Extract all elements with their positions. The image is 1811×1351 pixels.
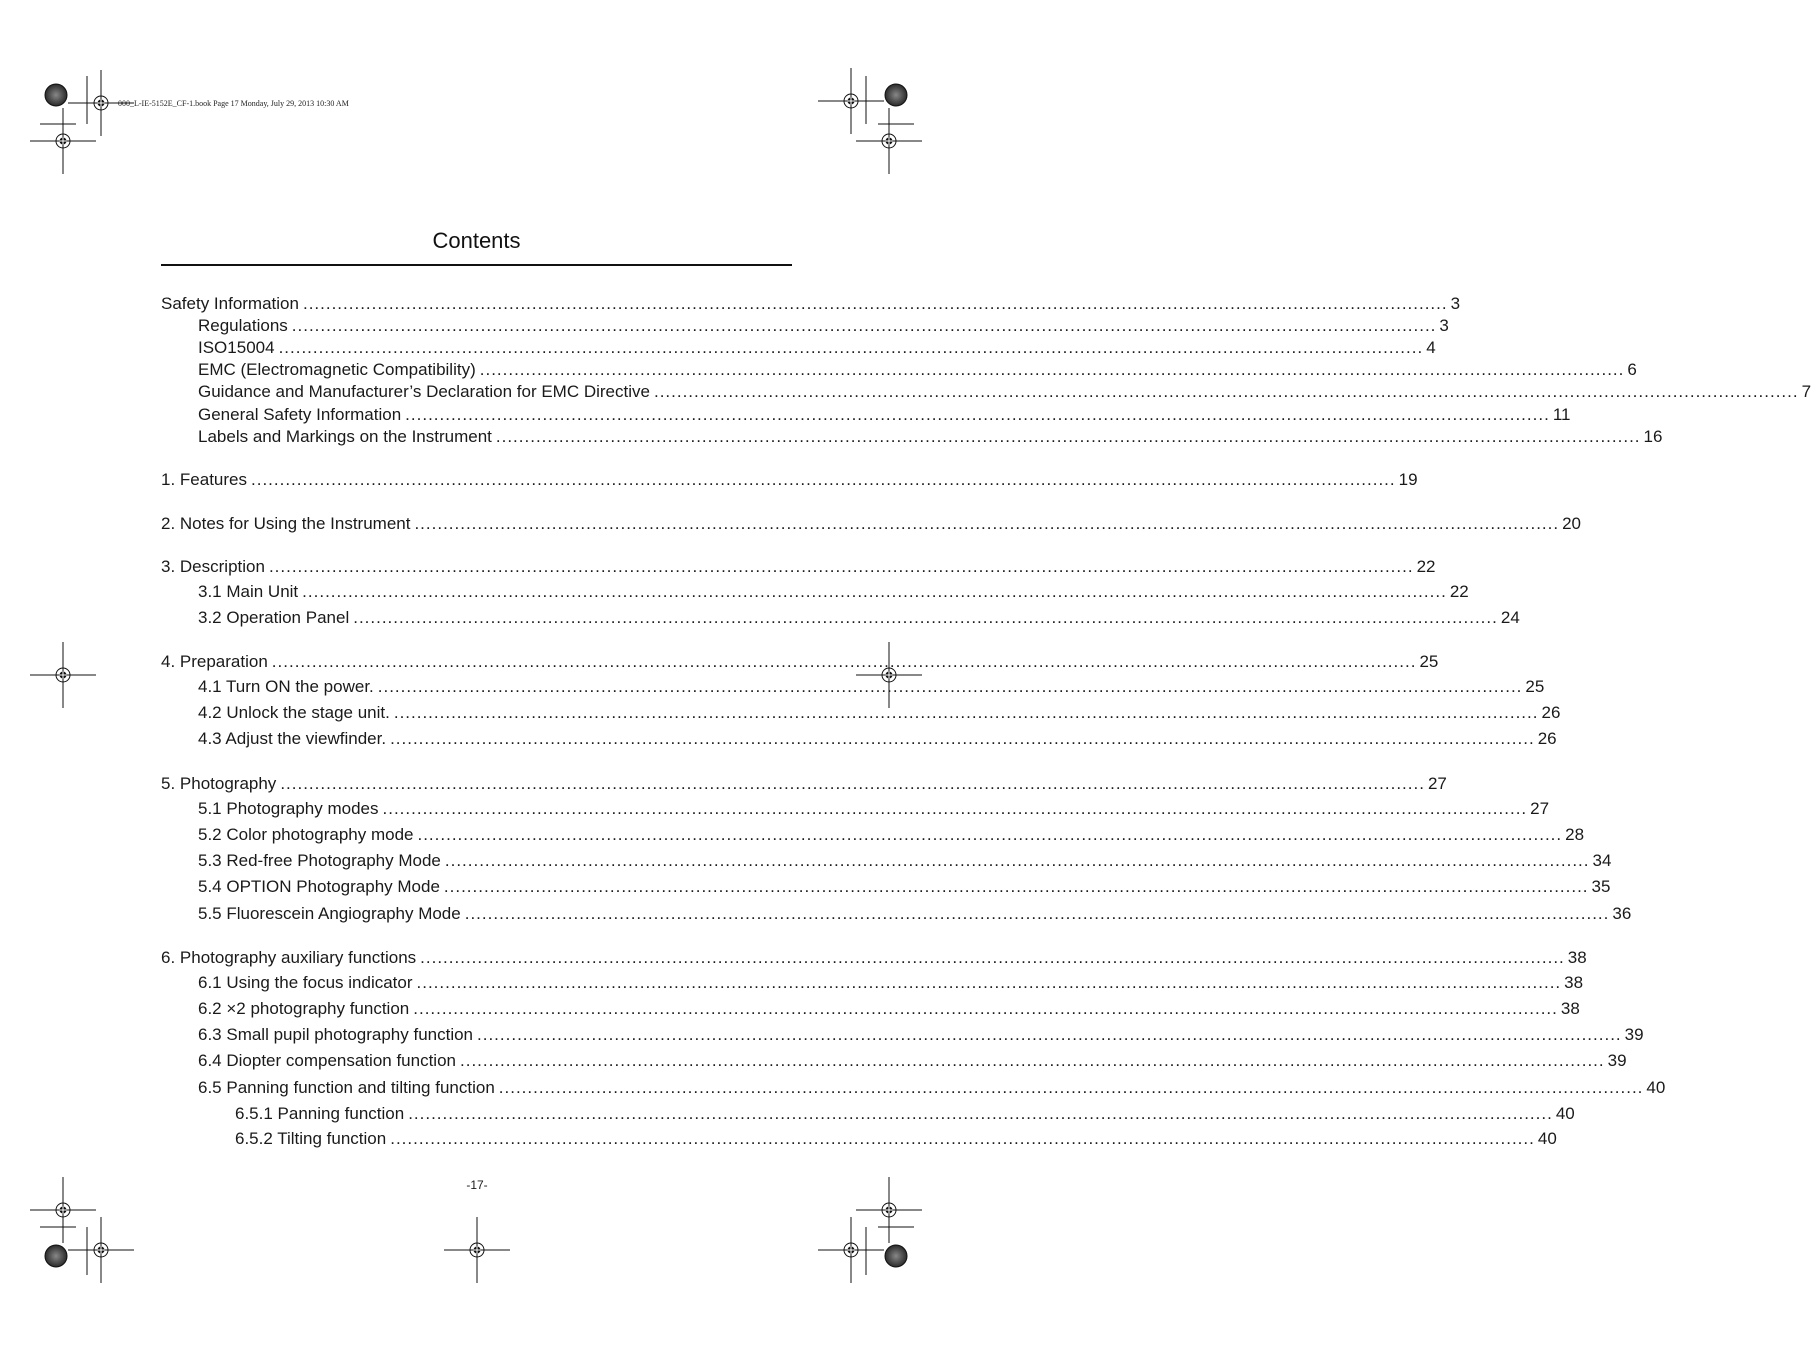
toc-entry-label: 6.5 Panning function and tilting function (198, 1078, 495, 1097)
toc-entry-label: 6. Photography auxiliary functions (161, 948, 417, 967)
toc-entry (161, 510, 1582, 534)
toc-entry (198, 423, 1663, 447)
toc-dot-leader: ........................................................................................................................................................................................................ (443, 877, 1589, 896)
toc-dot-leader: ........................................................................................................................................................................................................ (280, 774, 1425, 793)
toc-entry (235, 1125, 1557, 1149)
toc-entry-label: Regulations (198, 316, 288, 335)
toc-entry-page: 22 (1416, 557, 1436, 576)
toc-entry-label: 3.1 Main Unit (198, 582, 299, 601)
toc-entry-label: 1. Features (161, 470, 247, 489)
toc-entry-page: 25 (1525, 677, 1545, 696)
toc-dot-leader: ........................................................................................................................................................................................................ (390, 729, 1535, 748)
toc-entry-page: 38 (1560, 999, 1580, 1018)
toc-entry-label: ISO15004 (198, 338, 275, 357)
toc-entry-label: 5.4 OPTION Photography Mode (198, 877, 440, 896)
toc-entry-label: 4. Preparation (161, 652, 268, 671)
toc-entry-label: 5.2 Color photography mode (198, 825, 414, 844)
toc-entry-label: 5.5 Fluorescein Angiography Mode (198, 904, 461, 923)
toc-dot-leader: ........................................................................................................................................................................................................ (353, 608, 1498, 627)
toc-entry-page: 27 (1530, 799, 1550, 818)
toc-dot-leader: ........................................................................................................................................................................................................ (377, 677, 1523, 696)
toc-dot-leader: ........................................................................................................................................................................................................ (444, 851, 1590, 870)
toc-dot-leader: ........................................................................................................................................................................................................ (390, 1129, 1535, 1148)
toc-entry (198, 699, 1561, 723)
toc-entry-page: 39 (1607, 1051, 1627, 1070)
toc-dot-leader: ........................................................................................................................................................................................................ (382, 799, 1528, 818)
toc-dot-leader: ........................................................................................................................................................................................................ (408, 1104, 1553, 1123)
toc-entry (198, 673, 1545, 697)
toc-entry-label: 6.5.2 Tilting function (235, 1129, 387, 1148)
toc-dot-leader: ........................................................................................................................................................................................................ (464, 904, 1610, 923)
toc-entry (235, 1100, 1575, 1124)
toc-dot-leader: ........................................................................................................................................................................................................ (291, 316, 1437, 335)
toc-entry (161, 290, 1461, 314)
toc-entry-label: 2. Notes for Using the Instrument (161, 514, 411, 533)
toc-entry-page: 26 (1541, 703, 1561, 722)
toc-entry (161, 466, 1418, 490)
toc-entry-page: 16 (1643, 427, 1663, 446)
toc-entry-label: 3. Description (161, 557, 265, 576)
toc-entry-label: 6.4 Diopter compensation function (198, 1051, 456, 1070)
toc-entry-page: 40 (1646, 1078, 1666, 1097)
toc-dot-leader: ........................................................................................................................................................................................................ (414, 514, 1560, 533)
toc-entry (198, 847, 1612, 871)
toc-entry (161, 770, 1447, 794)
toc-entry (198, 969, 1584, 993)
toc-entry (198, 401, 1571, 425)
toc-dot-leader: ........................................................................................................................................................................................................ (251, 470, 1396, 489)
toc-entry (198, 604, 1520, 628)
toc-entry-page: 28 (1565, 825, 1585, 844)
toc-entry-label: Guidance and Manufacturer’s Declaration for EMC Directive (198, 382, 650, 401)
toc-entry-page: 20 (1562, 514, 1582, 533)
toc-entry (198, 1021, 1644, 1045)
toc-entry-page: 6 (1627, 360, 1637, 379)
toc-dot-leader: ........................................................................................................................................................................................................ (495, 427, 1641, 446)
toc-entry-page: 40 (1555, 1104, 1575, 1123)
toc-dot-leader: ........................................................................................................................................................................................................ (271, 652, 1417, 671)
toc-entry-label: 4.3 Adjust the viewfinder. (198, 729, 387, 748)
toc-entry-page: 24 (1500, 608, 1520, 627)
toc-dot-leader: ........................................................................................................................................................................................................ (416, 973, 1562, 992)
toc-dot-leader: ........................................................................................................................................................................................................ (278, 338, 1424, 357)
title-rule (161, 264, 792, 266)
toc-entry-page: 38 (1564, 973, 1584, 992)
toc-entry-page: 26 (1537, 729, 1557, 748)
toc-entry-label: 6.2 ×2 photography function (198, 999, 410, 1018)
toc-entry-label: 6.3 Small pupil photography function (198, 1025, 474, 1044)
toc-entry (198, 378, 1811, 402)
toc-entry-label: 6.5.1 Panning function (235, 1104, 405, 1123)
toc-entry-label: 6.1 Using the focus indicator (198, 973, 413, 992)
toc-entry-page: 7 (1801, 382, 1811, 401)
toc-entry-page: 36 (1612, 904, 1632, 923)
toc-entry-label: 4.1 Turn ON the power. (198, 677, 374, 696)
toc-entry-label: Safety Information (161, 294, 299, 313)
toc-entry (198, 995, 1580, 1019)
toc-entry (161, 648, 1439, 672)
toc-entry (198, 334, 1436, 358)
toc-entry-page: 19 (1398, 470, 1418, 489)
toc-entry-label: 3.2 Operation Panel (198, 608, 350, 627)
page-number: -17- (466, 1178, 488, 1192)
toc-entry (198, 1074, 1666, 1098)
toc-entry (161, 944, 1587, 968)
toc-entry-page: 3 (1450, 294, 1461, 313)
toc-entry-page: 22 (1449, 582, 1469, 601)
toc-entry (161, 553, 1436, 577)
toc-entry-label: General Safety Information (198, 405, 402, 424)
toc-entry (198, 795, 1550, 819)
toc-entry-page: 27 (1427, 774, 1447, 793)
toc-dot-leader: ........................................................................................................................................................................................................ (302, 294, 1448, 313)
toc-entry-label: 5. Photography (161, 774, 277, 793)
toc-entry (198, 900, 1632, 924)
toc-entry (198, 578, 1469, 602)
toc-entry-page: 35 (1591, 877, 1611, 896)
toc-dot-leader: ........................................................................................................................................................................................................ (393, 703, 1539, 722)
toc-dot-leader: ........................................................................................................................................................................................................ (477, 1025, 1622, 1044)
toc-entry-page: 3 (1439, 316, 1449, 335)
toc-entry-page: 38 (1567, 948, 1587, 967)
toc-entry (198, 725, 1557, 749)
page-title: Contents (432, 228, 521, 253)
toc-dot-leader: ........................................................................................................................................................................................................ (302, 582, 1447, 601)
toc-entry-label: Labels and Markings on the Instrument (198, 427, 492, 446)
toc-dot-leader: ........................................................................................................................................................................................................ (405, 405, 1550, 424)
toc-entry-page: 34 (1592, 851, 1612, 870)
toc-entry-label: 5.1 Photography modes (198, 799, 379, 818)
toc-entry (198, 821, 1585, 845)
toc-entry-label: EMC (Electromagnetic Compatibility) (198, 360, 476, 379)
toc-entry-label: 4.2 Unlock the stage unit. (198, 703, 390, 722)
toc-entry-page: 39 (1624, 1025, 1644, 1044)
toc-dot-leader: ........................................................................................................................................................................................................ (653, 382, 1799, 401)
toc-entry-label: 5.3 Red-free Photography Mode (198, 851, 441, 870)
toc-entry (198, 1047, 1627, 1071)
toc-dot-leader: ........................................................................................................................................................................................................ (460, 1051, 1605, 1070)
toc-entry (198, 356, 1637, 380)
toc-entry-page: 25 (1419, 652, 1439, 671)
book-info-header: 000_L-IE-5152E_CF-1.book Page 17 Monday, July 29, 2013 10:30 AM (118, 99, 349, 108)
toc-dot-leader: ........................................................................................................................................................................................................ (413, 999, 1558, 1018)
toc-dot-leader: ........................................................................................................................................................................................................ (268, 557, 1414, 576)
toc-entry-page: 4 (1426, 338, 1436, 357)
toc-entry-page: 11 (1552, 405, 1571, 424)
toc-dot-leader: ........................................................................................................................................................................................................ (417, 825, 1563, 844)
toc-dot-leader: ........................................................................................................................................................................................................ (420, 948, 1565, 967)
toc-entry-page: 40 (1537, 1129, 1557, 1148)
toc-dot-leader: ........................................................................................................................................................................................................ (479, 360, 1625, 379)
toc-entry (198, 873, 1611, 897)
toc-entry (198, 312, 1449, 336)
toc-dot-leader: ........................................................................................................................................................................................................ (498, 1078, 1644, 1097)
